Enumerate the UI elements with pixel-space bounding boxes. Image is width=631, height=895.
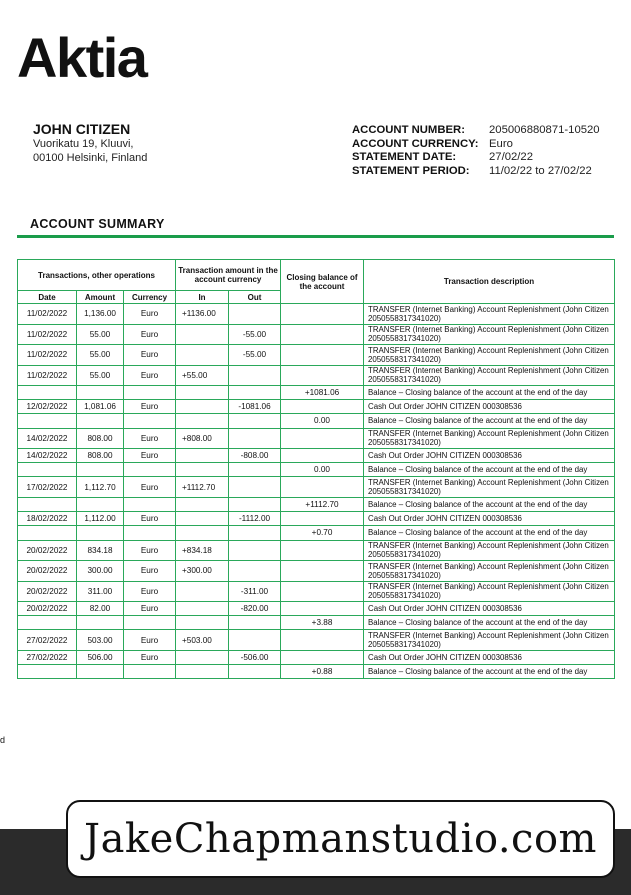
cell-date: [18, 616, 77, 630]
account-details: [352, 124, 600, 178]
cell-description: Cash Out Order JOHN CITIZEN 000308536: [364, 650, 615, 664]
cell-description: TRANSFER (Internet Banking) Account Replenishment (John Citizen 2050558317341020): [364, 304, 615, 325]
cell-amount: [77, 616, 124, 630]
cell-out: [229, 497, 281, 511]
header-amount: Amount: [77, 291, 124, 304]
table-row: [18, 630, 615, 651]
header-in: In: [176, 291, 229, 304]
cell-closing: [281, 345, 364, 366]
header-amount-group: Transaction amount in the account currency: [176, 260, 281, 291]
statement-date-row: [352, 151, 600, 165]
cell-amount: 1,136.00: [77, 304, 124, 325]
watermark-banner: [66, 800, 615, 878]
table-row: [18, 602, 615, 616]
cell-date: 20/02/2022: [18, 540, 77, 561]
cell-description: Balance – Closing balance of the account at the end of the day: [364, 386, 615, 400]
table-row: [18, 581, 615, 602]
cell-out: -808.00: [229, 449, 281, 463]
cell-description: Balance – Closing balance of the account at the end of the day: [364, 463, 615, 477]
cell-out: [229, 561, 281, 582]
cell-in: [176, 526, 229, 540]
cell-in: [176, 616, 229, 630]
cell-currency: [124, 386, 176, 400]
cell-currency: [124, 463, 176, 477]
cell-out: [229, 540, 281, 561]
cell-closing: [281, 650, 364, 664]
cell-in: [176, 345, 229, 366]
cell-in: +55.00: [176, 365, 229, 386]
holder-address-line2: 00100 Helsinki, Finland: [33, 152, 148, 164]
cell-date: [18, 665, 77, 679]
cell-in: [176, 414, 229, 428]
cell-amount: 55.00: [77, 365, 124, 386]
cell-date: 11/02/2022: [18, 345, 77, 366]
transactions-table: [17, 259, 615, 679]
cell-currency: Euro: [124, 345, 176, 366]
cell-in: +834.18: [176, 540, 229, 561]
cell-out: [229, 414, 281, 428]
table-row: [18, 414, 615, 428]
cell-description: TRANSFER (Internet Banking) Account Replenishment (John Citizen 2050558317341020): [364, 428, 615, 449]
cell-in: [176, 650, 229, 664]
cell-currency: Euro: [124, 561, 176, 582]
header-currency: Currency: [124, 291, 176, 304]
cell-amount: [77, 463, 124, 477]
cell-date: [18, 414, 77, 428]
table-row: [18, 386, 615, 400]
cell-in: [176, 400, 229, 414]
cell-date: 11/02/2022: [18, 324, 77, 345]
cell-amount: 808.00: [77, 428, 124, 449]
holder-address-line1: Vuorikatu 19, Kluuvi,: [33, 138, 134, 150]
account-number-value: 205006880871-10520: [489, 124, 600, 136]
cell-amount: 300.00: [77, 561, 124, 582]
cell-out: [229, 463, 281, 477]
cell-out: [229, 526, 281, 540]
cell-closing: [281, 428, 364, 449]
cell-date: [18, 386, 77, 400]
header-transactions-group: Transactions, other operations: [18, 260, 176, 291]
cell-in: +300.00: [176, 561, 229, 582]
header-date: Date: [18, 291, 77, 304]
account-currency-label: ACCOUNT CURRENCY:: [352, 137, 479, 150]
cell-closing: +0.88: [281, 665, 364, 679]
cell-date: 17/02/2022: [18, 477, 77, 498]
watermark-text: JakeChapmanstudio.com: [84, 816, 597, 862]
table-row: [18, 345, 615, 366]
cell-in: [176, 324, 229, 345]
table-row: [18, 324, 615, 345]
cell-date: 20/02/2022: [18, 581, 77, 602]
cell-currency: Euro: [124, 428, 176, 449]
cell-currency: Euro: [124, 449, 176, 463]
cell-amount: 82.00: [77, 602, 124, 616]
cell-currency: Euro: [124, 540, 176, 561]
cell-in: [176, 581, 229, 602]
cell-closing: +1112.70: [281, 497, 364, 511]
cell-description: Cash Out Order JOHN CITIZEN 000308536: [364, 512, 615, 526]
cell-closing: +0.70: [281, 526, 364, 540]
cell-out: [229, 386, 281, 400]
header-out: Out: [229, 291, 281, 304]
account-summary-title: ACCOUNT SUMMARY: [30, 217, 165, 231]
cell-date: [18, 463, 77, 477]
cell-closing: [281, 630, 364, 651]
cell-description: Balance – Closing balance of the account at the end of the day: [364, 414, 615, 428]
cell-date: 27/02/2022: [18, 650, 77, 664]
cell-currency: Euro: [124, 581, 176, 602]
cell-out: -820.00: [229, 602, 281, 616]
cell-date: [18, 497, 77, 511]
cell-closing: [281, 324, 364, 345]
cell-in: +503.00: [176, 630, 229, 651]
holder-name: JOHN CITIZEN: [33, 121, 131, 137]
cell-date: 11/02/2022: [18, 304, 77, 325]
cell-description: Balance – Closing balance of the account at the end of the day: [364, 616, 615, 630]
cell-amount: 55.00: [77, 324, 124, 345]
summary-divider: [17, 235, 614, 238]
account-number-row: [352, 124, 600, 138]
table-row: [18, 616, 615, 630]
bank-logo: Aktia: [17, 26, 147, 89]
cell-currency: [124, 616, 176, 630]
cell-currency: Euro: [124, 602, 176, 616]
cell-description: Balance – Closing balance of the account at the end of the day: [364, 497, 615, 511]
cell-closing: 0.00: [281, 463, 364, 477]
cell-date: 12/02/2022: [18, 400, 77, 414]
cell-date: 14/02/2022: [18, 449, 77, 463]
table-row: [18, 540, 615, 561]
table-row: [18, 304, 615, 325]
table-row: [18, 526, 615, 540]
cell-in: [176, 449, 229, 463]
cell-in: [176, 665, 229, 679]
table-row: [18, 561, 615, 582]
cell-currency: Euro: [124, 630, 176, 651]
cell-currency: Euro: [124, 512, 176, 526]
cell-closing: [281, 512, 364, 526]
cell-description: TRANSFER (Internet Banking) Account Replenishment (John Citizen 2050558317341020): [364, 345, 615, 366]
cell-out: [229, 365, 281, 386]
cell-closing: [281, 540, 364, 561]
statement-period-row: [352, 165, 600, 179]
cell-description: Cash Out Order JOHN CITIZEN 000308536: [364, 400, 615, 414]
table-row: [18, 463, 615, 477]
cell-description: TRANSFER (Internet Banking) Account Replenishment (John Citizen 2050558317341020): [364, 540, 615, 561]
header-description: Transaction description: [364, 260, 615, 304]
cell-out: [229, 630, 281, 651]
cell-closing: [281, 602, 364, 616]
table-row: [18, 512, 615, 526]
cell-description: TRANSFER (Internet Banking) Account Replenishment (John Citizen 2050558317341020): [364, 561, 615, 582]
account-currency-value: Euro: [489, 137, 513, 150]
cell-currency: Euro: [124, 650, 176, 664]
cell-out: [229, 304, 281, 325]
cell-currency: [124, 497, 176, 511]
cell-in: +808.00: [176, 428, 229, 449]
header-closing-balance: Closing balance of the account: [281, 260, 364, 304]
cell-in: [176, 386, 229, 400]
cell-closing: [281, 365, 364, 386]
cell-closing: 0.00: [281, 414, 364, 428]
cell-in: [176, 602, 229, 616]
cell-currency: Euro: [124, 304, 176, 325]
cell-description: TRANSFER (Internet Banking) Account Replenishment (John Citizen 2050558317341020): [364, 324, 615, 345]
cell-out: -55.00: [229, 345, 281, 366]
cell-description: Balance – Closing balance of the account at the end of the day: [364, 526, 615, 540]
cell-out: [229, 665, 281, 679]
table-row: [18, 400, 615, 414]
cell-closing: [281, 561, 364, 582]
cell-description: Balance – Closing balance of the account at the end of the day: [364, 665, 615, 679]
cell-in: [176, 463, 229, 477]
cell-date: 27/02/2022: [18, 630, 77, 651]
statement-period-label: STATEMENT PERIOD:: [352, 164, 470, 177]
cell-in: +1112.70: [176, 477, 229, 498]
cell-out: -1112.00: [229, 512, 281, 526]
cell-out: [229, 428, 281, 449]
cell-description: Cash Out Order JOHN CITIZEN 000308536: [364, 449, 615, 463]
account-currency-row: [352, 138, 600, 152]
statement-date-value: 27/02/22: [489, 151, 533, 163]
cell-out: -506.00: [229, 650, 281, 664]
table-row: [18, 449, 615, 463]
cell-date: [18, 526, 77, 540]
account-number-label: ACCOUNT NUMBER:: [352, 124, 465, 136]
cell-closing: [281, 304, 364, 325]
account-holder: [33, 121, 147, 165]
cell-out: [229, 616, 281, 630]
stray-character: d: [0, 735, 6, 745]
cell-in: [176, 512, 229, 526]
cell-out: -311.00: [229, 581, 281, 602]
table-row: [18, 477, 615, 498]
cell-out: -1081.06: [229, 400, 281, 414]
cell-in: +1136.00: [176, 304, 229, 325]
cell-amount: [77, 526, 124, 540]
cell-closing: [281, 581, 364, 602]
cell-amount: 808.00: [77, 449, 124, 463]
cell-date: 11/02/2022: [18, 365, 77, 386]
cell-currency: Euro: [124, 324, 176, 345]
table-row: [18, 428, 615, 449]
cell-currency: [124, 414, 176, 428]
cell-out: -55.00: [229, 324, 281, 345]
cell-closing: +1081.06: [281, 386, 364, 400]
cell-amount: [77, 386, 124, 400]
cell-date: 20/02/2022: [18, 561, 77, 582]
statement-date-label: STATEMENT DATE:: [352, 151, 457, 163]
cell-description: TRANSFER (Internet Banking) Account Replenishment (John Citizen 2050558317341020): [364, 630, 615, 651]
cell-closing: [281, 449, 364, 463]
cell-amount: 503.00: [77, 630, 124, 651]
table-row: [18, 650, 615, 664]
cell-date: 14/02/2022: [18, 428, 77, 449]
table-row: [18, 665, 615, 679]
cell-description: TRANSFER (Internet Banking) Account Replenishment (John Citizen 2050558317341020): [364, 477, 615, 498]
cell-closing: [281, 400, 364, 414]
cell-currency: [124, 526, 176, 540]
cell-currency: Euro: [124, 477, 176, 498]
cell-amount: 506.00: [77, 650, 124, 664]
cell-out: [229, 477, 281, 498]
cell-currency: Euro: [124, 400, 176, 414]
cell-in: [176, 497, 229, 511]
cell-amount: [77, 497, 124, 511]
cell-amount: 311.00: [77, 581, 124, 602]
cell-amount: 1,112.70: [77, 477, 124, 498]
cell-amount: 1,112.00: [77, 512, 124, 526]
cell-amount: 55.00: [77, 345, 124, 366]
cell-currency: Euro: [124, 365, 176, 386]
cell-amount: 1,081.06: [77, 400, 124, 414]
transactions-body: [18, 304, 615, 679]
cell-description: TRANSFER (Internet Banking) Account Replenishment (John Citizen 2050558317341020): [364, 581, 615, 602]
table-row: [18, 365, 615, 386]
cell-description: TRANSFER (Internet Banking) Account Replenishment (John Citizen 2050558317341020): [364, 365, 615, 386]
cell-currency: [124, 665, 176, 679]
cell-description: Cash Out Order JOHN CITIZEN 000308536: [364, 602, 615, 616]
cell-amount: [77, 665, 124, 679]
statement-period-value: 11/02/22 to 27/02/22: [489, 164, 592, 177]
cell-date: 20/02/2022: [18, 602, 77, 616]
cell-amount: [77, 414, 124, 428]
table-row: [18, 497, 615, 511]
cell-date: 18/02/2022: [18, 512, 77, 526]
cell-amount: 834.18: [77, 540, 124, 561]
cell-closing: +3.88: [281, 616, 364, 630]
cell-closing: [281, 477, 364, 498]
